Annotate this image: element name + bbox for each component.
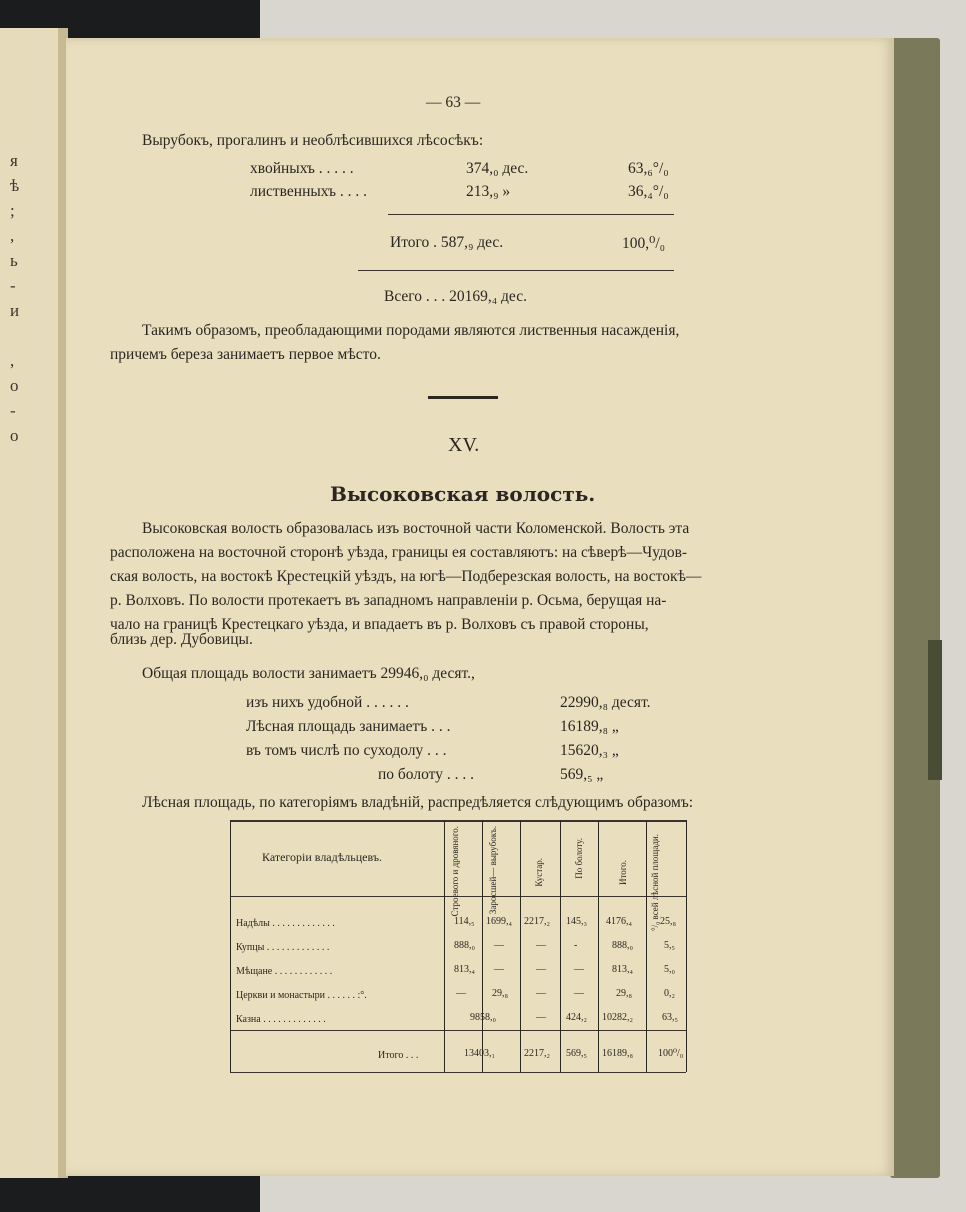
left-page-edge <box>0 28 59 1178</box>
para-line-1: Высоковская волость образовалась изъ восточной части Коломенской. Волость эта <box>142 520 690 537</box>
table-col-line <box>686 820 687 1072</box>
coniferous-label: хвойныхъ . . . . . <box>250 160 354 177</box>
conclusion-line-1: Такимъ образомъ, преобладающими породами являются лиственныя насажденія, <box>142 322 680 339</box>
table-cell: 114,₅ <box>454 916 475 927</box>
table-total-cell: 569,₅ <box>566 1048 587 1059</box>
table-row-label: Казна . . . . . . . . . . . . . <box>236 1014 326 1025</box>
table-cell: — <box>536 964 546 975</box>
table-cell: 888,₀ <box>454 940 475 951</box>
area-total: Общая площадь волости занимаетъ 29946,₀ десят., <box>142 665 475 682</box>
page-number: — 63 — <box>426 94 481 111</box>
table-header-timber: Строевого и дровяного. <box>450 826 460 917</box>
table-col-line <box>520 820 521 1072</box>
table-cell: 4176,₄ <box>606 916 632 927</box>
subtotal-pct: 100,⁰/₀ <box>622 235 666 252</box>
table-col-line <box>646 820 647 1072</box>
table-cell: - <box>574 940 578 951</box>
table-bottom-rule <box>230 1072 686 1073</box>
left-page-chars: я ѣ ; , ь - и , о - о <box>10 151 20 445</box>
table-total-cell: 2217,₂ <box>524 1048 550 1059</box>
rule <box>358 270 674 271</box>
table-top-rule <box>230 820 686 822</box>
chapter-number: XV. <box>448 434 480 456</box>
deciduous-pct: 36,₄°/₀ <box>628 183 669 200</box>
table-cell: — <box>494 964 504 975</box>
area-swamp-label: по болоту . . . . <box>378 766 474 783</box>
table-col-line <box>598 820 599 1072</box>
table-row-label: Надѣлы . . . . . . . . . . . . . <box>236 918 335 929</box>
table-total-cell: 13403,₁ <box>464 1048 495 1059</box>
table-cell: — <box>574 988 584 999</box>
para-line-6: близь дер. Дубовицы. <box>110 631 253 648</box>
conclusion-line-2: причемъ береза занимаетъ первое мѣсто. <box>110 346 381 363</box>
table-cell: 63,₅ <box>662 1012 678 1023</box>
area-forest-label: Лѣсная площадь занимаетъ . . . <box>246 718 451 735</box>
table-cell: 813,₄ <box>454 964 475 975</box>
table-row-label: Церкви и монастыри . . . . . . :°. <box>236 990 367 1001</box>
section-divider <box>428 396 498 399</box>
table-header-owners: Категоріи владѣльцевъ. <box>262 850 383 864</box>
table-cell: 1699,₄ <box>486 916 512 927</box>
table-header-shrub: Кустар. <box>534 858 544 887</box>
table-total-cell: 16189,₈ <box>602 1048 633 1059</box>
area-useful-value: 22990,₈ десят. <box>560 694 651 711</box>
cover-board-edge <box>928 640 942 780</box>
table-col-line <box>444 820 445 1072</box>
area-dry-label: въ томъ числѣ по суходолу . . . <box>246 742 447 759</box>
table-cell: 5,₀ <box>664 964 675 975</box>
table-cell: 813,₄ <box>612 964 633 975</box>
table-cell: — <box>536 1012 546 1023</box>
cover-board <box>890 38 940 1178</box>
table-total-label: Итого . . . <box>378 1050 419 1061</box>
table-col-line <box>230 820 231 1072</box>
table-cell: 145,₃ <box>566 916 587 927</box>
table-header-swamp: По болоту. <box>574 838 584 879</box>
section-heading: Вырубокъ, прогалинъ и необлѣсившихся лѣсосѣкъ: <box>142 132 484 149</box>
table-cell: 25,₈ <box>660 916 676 927</box>
table-cell: — <box>494 940 504 951</box>
table-col-line <box>482 820 483 1072</box>
table-cell: 10282,₂ <box>602 1012 633 1023</box>
grand-total: Всего . . . 20169,₄ дес. <box>384 288 527 305</box>
deciduous-value: 213,₉ » <box>466 183 511 200</box>
table-cell: 888,₀ <box>612 940 633 951</box>
table-cell: 29,₈ <box>616 988 632 999</box>
area-swamp-value: 569,₅ „ <box>560 766 604 783</box>
deciduous-label: лиственныхъ . . . . <box>250 183 367 200</box>
subtotal-label: Итого . 587,₉ дес. <box>390 234 504 251</box>
table-cell: 424,₂ <box>566 1012 587 1023</box>
table-col-line <box>560 820 561 1072</box>
table-cell: 9858,₀ <box>470 1012 496 1023</box>
chapter-title: Высоковская волость. <box>330 482 596 506</box>
area-useful-label: изъ нихъ удобной . . . . . . <box>246 694 409 711</box>
table-header-total: Итого. <box>618 860 628 886</box>
document-page <box>66 38 894 1176</box>
table-total-cell: 100⁰/₀ <box>658 1048 684 1059</box>
para-line-5: чало на границѣ Крестецкаго уѣзда, и впадаетъ въ р. Волховъ съ правой стороны, <box>110 616 649 633</box>
table-cell: 0,₂ <box>664 988 675 999</box>
table-total-rule <box>230 1030 686 1031</box>
table-cell: — <box>574 964 584 975</box>
table-row-label: Купцы . . . . . . . . . . . . . <box>236 942 330 953</box>
para-line-3: ская волость, на востокѣ Крестецкій уѣздъ, на югѣ—Подберезская волость, на востокѣ— <box>110 568 702 585</box>
table-intro: Лѣсная площадь, по категоріямъ владѣній, распредѣляется слѣдующимъ образомъ: <box>142 794 694 811</box>
area-dry-value: 15620,₃ „ <box>560 742 619 759</box>
table-header-overgrown: Заросшей— вырубокъ. <box>488 826 498 915</box>
table-row-label: Мѣщане . . . . . . . . . . . . <box>236 966 333 977</box>
table-cell: — <box>456 988 466 999</box>
area-forest-value: 16189,₈ „ <box>560 718 619 735</box>
para-line-4: р. Волховъ. По волости протекаетъ въ западномъ направленіи р. Осьма, берущая на- <box>110 592 667 609</box>
table-cell: 29,₈ <box>492 988 508 999</box>
table-header-percent: °/₀ всей лѣсной площади. <box>650 834 660 931</box>
table-cell: — <box>536 940 546 951</box>
para-line-2: расположена на восточной сторонѣ уѣзда, границы ея составляютъ: на сѣверѣ—Чудов- <box>110 544 688 561</box>
table-cell: 5,₅ <box>664 940 675 951</box>
coniferous-value: 374,₀ дес. <box>466 160 529 177</box>
coniferous-pct: 63,₆°/₀ <box>628 160 669 177</box>
table-cell: — <box>536 988 546 999</box>
rule <box>388 214 674 215</box>
table-cell: 2217,₂ <box>524 916 550 927</box>
